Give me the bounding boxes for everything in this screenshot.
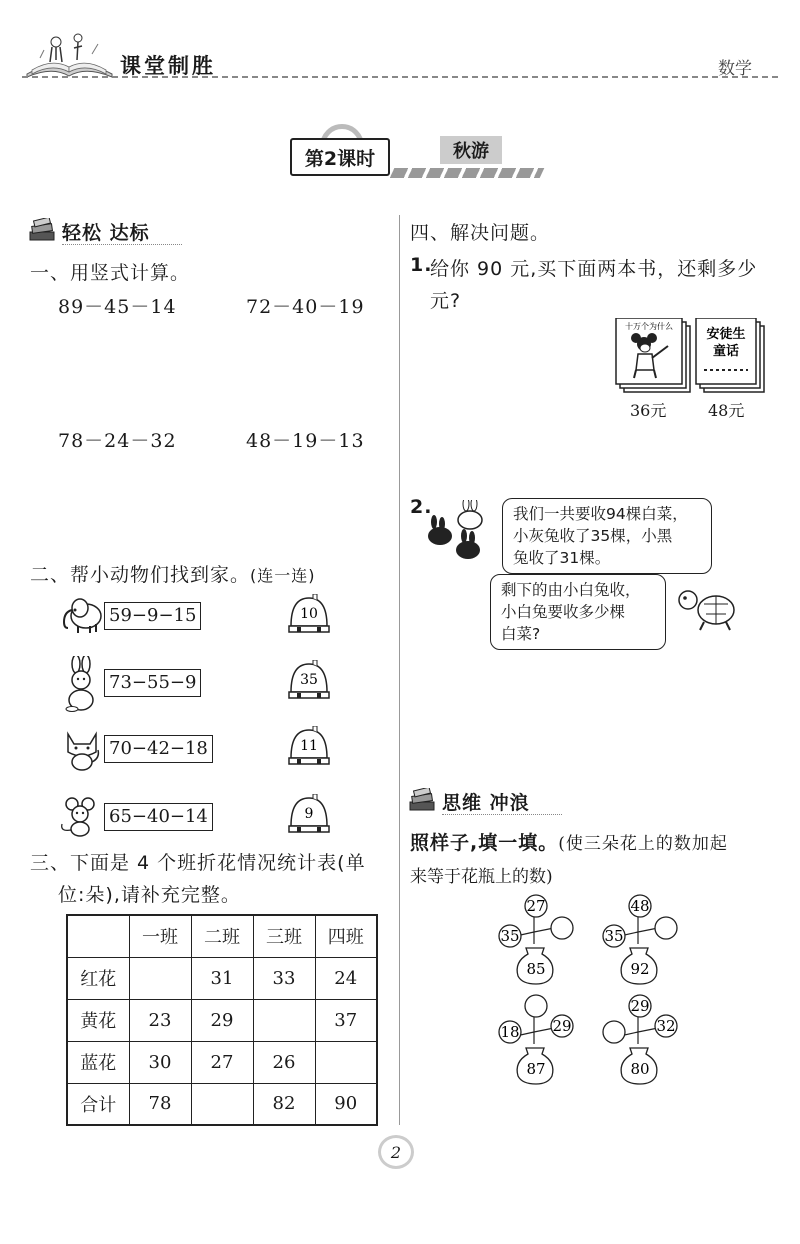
book-logo-icon [22, 30, 117, 78]
table-cell: 一班 [129, 915, 191, 957]
house-icon [287, 594, 331, 634]
q2-note: (连一连) [250, 566, 316, 585]
speech-bubble-1 [502, 498, 712, 574]
table-cell: 24 [315, 957, 377, 999]
house-icon [287, 794, 331, 834]
table-cell: 红花 [67, 957, 129, 999]
vase1-top: 27 [526, 897, 546, 915]
stats-table [66, 914, 378, 1126]
q4-title: 四、解决问题。 [410, 222, 551, 244]
table-cell: 82 [253, 1083, 315, 1125]
flower-vase-1 [494, 892, 580, 986]
q4-p1-line2: 元? [430, 290, 462, 312]
turtle-icon [676, 584, 740, 632]
bubble2-line1: 剩下的由小白兔收， [501, 581, 641, 599]
lesson-title: 秋游 [440, 136, 502, 164]
vase2-left: 35 [604, 927, 624, 945]
table-cell [191, 1083, 253, 1125]
table-header-row [67, 915, 377, 957]
table-cell: 蓝花 [67, 1041, 129, 1083]
vase3-right: 29 [552, 1017, 572, 1035]
table-cell: 四班 [315, 915, 377, 957]
books-stack-icon [28, 218, 56, 242]
elephant-icon [58, 596, 104, 634]
vase3-sum: 87 [526, 1060, 546, 1078]
q1-expr-2: 72－40－19 [246, 296, 365, 318]
table-row [67, 957, 377, 999]
section-title-easy: 轻松 达标 [62, 222, 150, 244]
house-number-3: 11 [300, 738, 318, 754]
flower-vase-3 [494, 992, 580, 1086]
q4-p1-num: 1. [410, 254, 433, 276]
q3-line1: 三、下面是 4 个班折花情况统计表(单 [30, 852, 366, 874]
header-subject: 数学 [718, 59, 752, 79]
table-row [67, 1083, 377, 1125]
table-cell: 33 [253, 957, 315, 999]
match-expr-3: 70−42−18 [104, 735, 213, 763]
table-row [67, 1041, 377, 1083]
vase4-sum: 80 [630, 1060, 650, 1078]
match-expr-4: 65−40−14 [104, 803, 213, 831]
table-cell [253, 999, 315, 1041]
table-cell [67, 915, 129, 957]
table-cell [315, 1041, 377, 1083]
house-icon [287, 726, 331, 766]
mouse-icon [58, 796, 104, 838]
cat-icon [60, 728, 104, 772]
vase4-right: 32 [656, 1017, 676, 1035]
bubble1-line1: 我们一共要收94棵白菜， [513, 505, 688, 523]
flower-vase-2 [598, 892, 684, 986]
lesson-number: 第2课时 [290, 138, 390, 176]
house-icon [287, 660, 331, 700]
table-cell: 37 [315, 999, 377, 1041]
book-andersen-icon [694, 318, 766, 394]
flower-vase-4 [598, 992, 684, 1086]
table-cell: 二班 [191, 915, 253, 957]
table-cell: 30 [129, 1041, 191, 1083]
house-number-1: 10 [300, 606, 318, 622]
rabbits-icon [424, 500, 492, 560]
vase1-left: 35 [500, 927, 520, 945]
q5-line2: 来等于花瓶上的数) [410, 867, 553, 887]
table-cell: 26 [253, 1041, 315, 1083]
q1-title: 一、用竖式计算。 [30, 262, 191, 284]
table-cell: 三班 [253, 915, 315, 957]
match-expr-2: 73−55−9 [104, 669, 201, 697]
bubble1-line2: 小灰兔收了35棵，小黑 [513, 527, 673, 545]
house-number-2: 35 [300, 672, 318, 688]
table-cell: 黄花 [67, 999, 129, 1041]
table-cell: 23 [129, 999, 191, 1041]
vase3-left: 18 [500, 1023, 520, 1041]
table-cell: 31 [191, 957, 253, 999]
q1-expr-1: 89－45－14 [58, 296, 177, 318]
q5-note: (使三朵花上的数加起 [558, 834, 728, 854]
speech-bubble-2 [490, 574, 666, 650]
q1-expr-4: 48－19－13 [246, 430, 365, 452]
book1-price: 36元 [630, 401, 667, 420]
books-stack-icon [408, 788, 436, 812]
table-cell: 78 [129, 1083, 191, 1125]
lesson-stripe-decoration [390, 168, 545, 178]
q5-instruction: 照样子,填一填。 [410, 832, 559, 854]
house-number-4: 9 [304, 806, 314, 822]
match-expr-1: 59−9−15 [104, 602, 201, 630]
table-cell [129, 957, 191, 999]
book2-cover-line2: 童话 [712, 344, 740, 359]
section-underline [442, 814, 562, 815]
table-cell: 合计 [67, 1083, 129, 1125]
section-title-thinking: 思维 冲浪 [442, 792, 530, 814]
q1-expr-3: 78－24－32 [58, 430, 177, 452]
table-row [67, 999, 377, 1041]
q5-line1 [410, 828, 728, 855]
page-number: 2 [378, 1135, 414, 1169]
q4-p2-num: 2. [410, 496, 433, 518]
book-100k-why-icon [614, 318, 694, 394]
vase4-top: 29 [630, 997, 650, 1015]
header-divider [22, 76, 778, 78]
vase2-top: 48 [630, 897, 650, 915]
rabbit-icon [60, 656, 102, 712]
bubble2-line3: 白菜? [501, 625, 541, 643]
column-divider [399, 215, 400, 1125]
table-cell: 27 [191, 1041, 253, 1083]
table-cell: 90 [315, 1083, 377, 1125]
q3-line2: 位:朵),请补充完整。 [58, 884, 241, 906]
bubble1-line3: 兔收了31棵。 [513, 549, 611, 567]
table-cell: 29 [191, 999, 253, 1041]
section-underline [62, 244, 182, 245]
q2-title [30, 560, 316, 587]
vase2-sum: 92 [630, 960, 650, 978]
book2-price: 48元 [708, 401, 745, 420]
q4-p1-line1: 给你 90 元,买下面两本书，还剩多少 [430, 258, 758, 280]
bubble2-line2: 小白兔要收多少棵 [501, 603, 626, 621]
header-title: 课堂制胜 [120, 54, 216, 78]
vase1-sum: 85 [526, 960, 546, 978]
book2-cover-line1: 安徒生 [706, 327, 746, 342]
q2-title-text: 二、帮小动物们找到家。 [30, 564, 251, 586]
book1-cover-text: 十万个为什么 [625, 322, 673, 331]
